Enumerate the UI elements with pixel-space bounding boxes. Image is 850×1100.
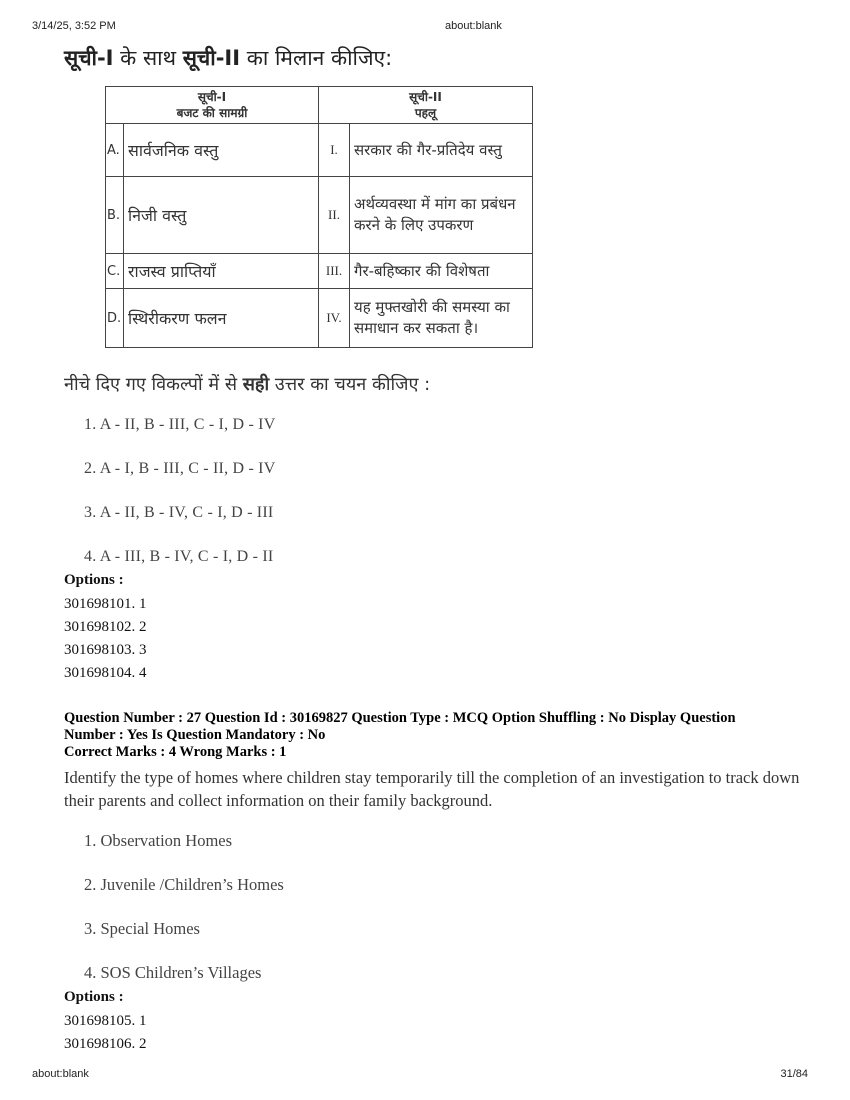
list-1-label: सूची-I xyxy=(64,46,114,70)
print-footer-url: about:blank xyxy=(32,1068,89,1080)
question-text: Identify the type of homes where children stay temporarily till the completion of an investigation to track down their parents and collect information on their family background. xyxy=(64,768,800,810)
list-2-header xyxy=(319,87,533,124)
row-letter: A. xyxy=(106,124,124,177)
match-table xyxy=(105,86,533,348)
question-title xyxy=(64,44,392,72)
answer-choices xyxy=(84,830,284,1006)
row-roman: II. xyxy=(319,177,350,254)
answer-choice: 1. A - II, B - III, C - I, D - IV xyxy=(84,416,276,433)
answer-choice: 2. A - I, B - III, C - II, D - IV xyxy=(84,460,276,477)
row-item: स्थिरीकरण फलन xyxy=(124,289,319,348)
option-id: 301698105. 1 xyxy=(64,1013,147,1029)
row-item: निजी वस्तु xyxy=(124,177,319,254)
page-counter: 31/84 xyxy=(780,1068,808,1080)
row-roman: IV. xyxy=(319,289,350,348)
row-letter: D. xyxy=(106,289,124,348)
table-row xyxy=(106,177,533,254)
option-id: 301698103. 3 xyxy=(64,642,147,658)
options-list xyxy=(64,569,147,685)
print-datetime: 3/14/25, 3:52 PM xyxy=(32,20,116,32)
answer-choice: 4. SOS Children’s Villages xyxy=(84,963,262,982)
question-marks: Correct Marks : 4 Wrong Marks : 1 xyxy=(64,744,287,760)
list-1-header-subtitle: बजट की सामग्री xyxy=(176,106,248,120)
row-item: राजस्व प्राप्तियाँ xyxy=(124,254,319,289)
row-aspect: गैर-बहिष्कार की विशेषता xyxy=(350,254,533,289)
answer-choice: 1. Observation Homes xyxy=(84,831,233,850)
answer-choice: 2. Juvenile /Children’s Homes xyxy=(84,875,284,894)
title-connector: के साथ xyxy=(113,46,183,70)
print-page-title: about:blank xyxy=(445,20,502,32)
table-row xyxy=(106,124,533,177)
answer-instruction xyxy=(64,372,430,396)
option-id: 301698102. 2 xyxy=(64,619,147,635)
list-2-label: सूची-II xyxy=(182,46,241,70)
instruction-text: नीचे दिए गए विकल्पों में से xyxy=(64,374,243,395)
option-id: 301698104. 4 xyxy=(64,665,147,681)
row-roman: III. xyxy=(319,254,350,289)
option-id: 301698106. 2 xyxy=(64,1036,147,1052)
options-heading: Options : xyxy=(64,989,124,1005)
row-letter: B. xyxy=(106,177,124,254)
table-row xyxy=(106,289,533,348)
list-1-header xyxy=(106,87,319,124)
list-2-header-subtitle: पहलू xyxy=(414,106,437,120)
row-letter: C. xyxy=(106,254,124,289)
list-1-header-title: सूची-I xyxy=(197,90,227,104)
row-aspect: अर्थव्यवस्था में मांग का प्रबंधन करने के लिए उपकरण xyxy=(350,177,533,254)
row-aspect: यह मुफ्तखोरी की समस्या का समाधान कर सकता है। xyxy=(350,289,533,348)
table-row xyxy=(106,254,533,289)
answer-choices xyxy=(84,414,275,590)
instruction-suffix: उत्तर का चयन कीजिए : xyxy=(269,374,431,395)
row-item: सार्वजनिक वस्तु xyxy=(124,124,319,177)
row-aspect: सरकार की गैर-प्रतिदेय वस्तु xyxy=(350,124,533,177)
answer-choice: 4. A - III, B - IV, C - I, D - II xyxy=(84,548,274,565)
list-2-header-title: सूची-II xyxy=(409,90,442,104)
title-suffix: का मिलान कीजिए: xyxy=(240,46,393,70)
row-roman: I. xyxy=(319,124,350,177)
table-header-row xyxy=(106,87,533,124)
question-meta-line: Question Number : 27 Question Id : 30169827 Question Type : MCQ Option Shuffling : No Display Question xyxy=(64,710,736,726)
options-list xyxy=(64,986,147,1056)
question-meta xyxy=(64,710,804,761)
answer-choice: 3. A - II, B - IV, C - I, D - III xyxy=(84,504,274,521)
instruction-emphasis: सही xyxy=(242,374,270,395)
options-heading: Options : xyxy=(64,572,124,588)
question-meta-line: Number : Yes Is Question Mandatory : No xyxy=(64,727,326,743)
option-id: 301698101. 1 xyxy=(64,596,147,612)
answer-choice: 3. Special Homes xyxy=(84,919,200,938)
